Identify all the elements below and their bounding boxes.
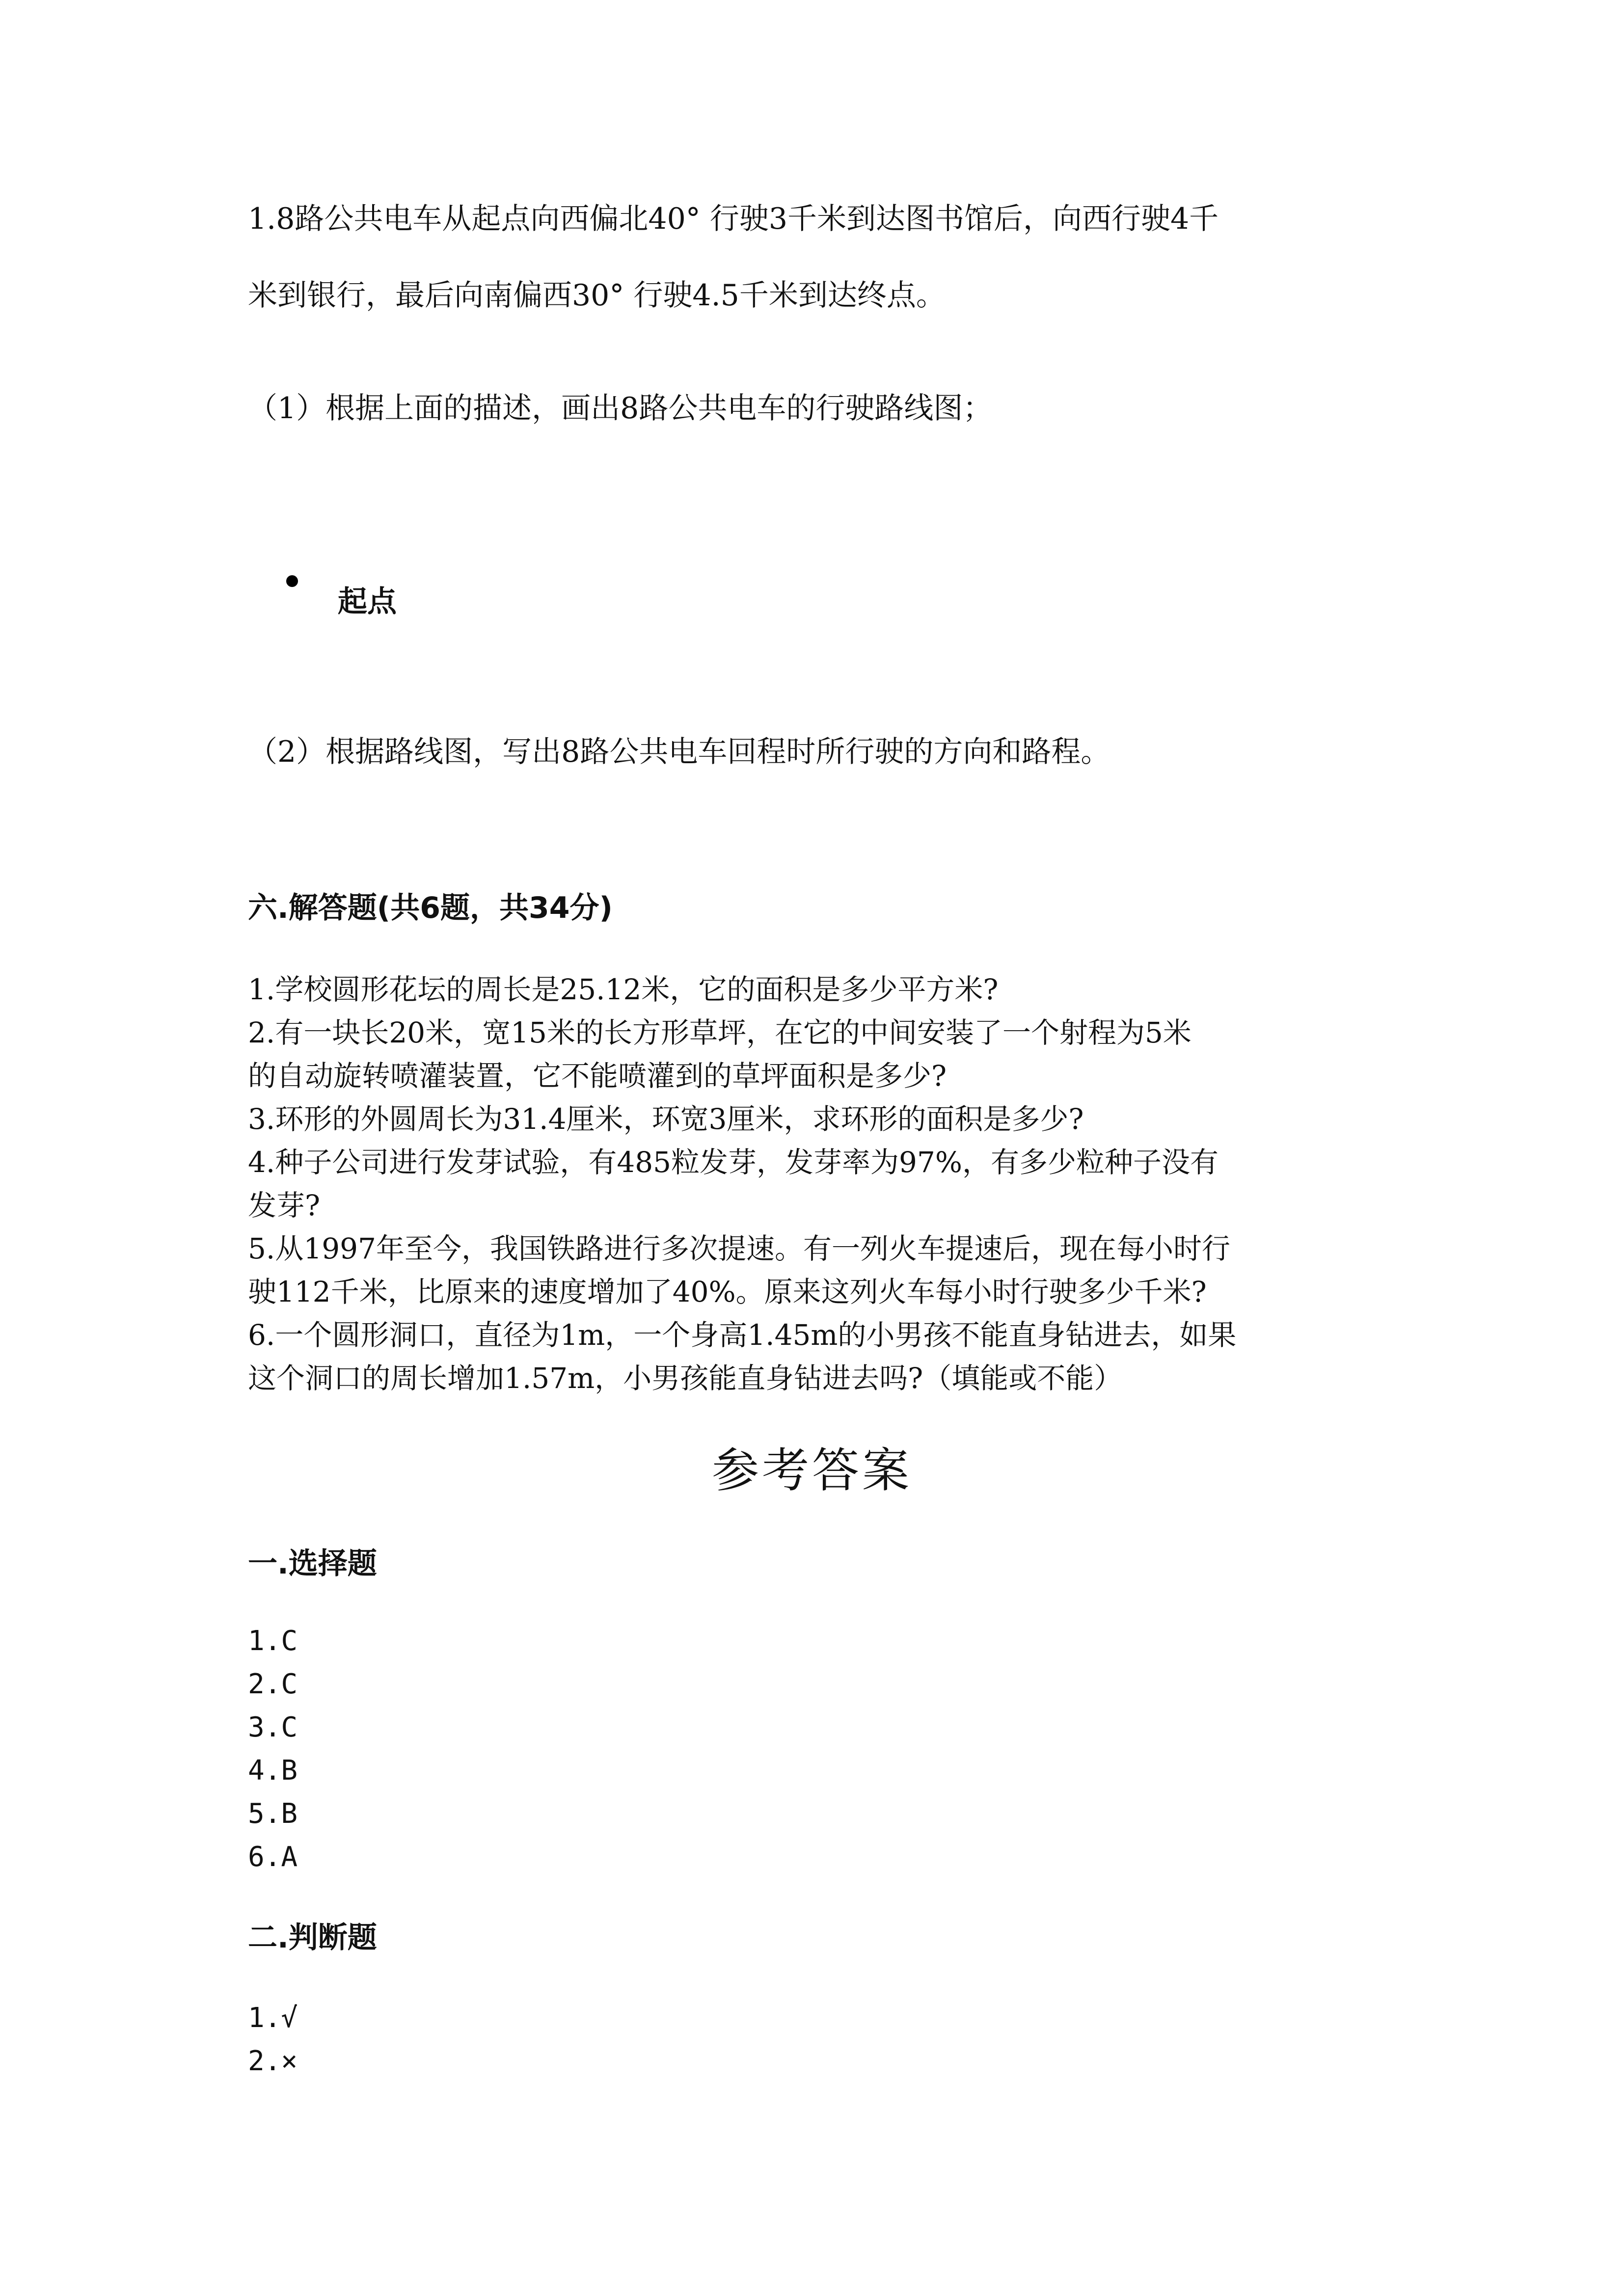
answer-item: 4.B: [248, 1755, 298, 1787]
section-6-line: 3.环形的外圆周长为31.4厘米，环宽3厘米，求环形的面积是多少?: [248, 1102, 1084, 1136]
answer-item: 3.C: [248, 1711, 298, 1743]
section-6-line: 1.学校圆形花坛的周长是25.12米，它的面积是多少平方米?: [248, 973, 999, 1006]
start-point-label: 起点: [338, 585, 397, 619]
section-6-line: 6.一个圆形洞口，直径为1m，一个身高1.45m的小男孩不能直身钻进去，如果: [248, 1318, 1237, 1352]
answer-item: 2.×: [248, 2045, 298, 2077]
answers-title: 参考答案: [712, 1443, 912, 1498]
question-2: （2）根据路线图，写出8路公共电车回程时所行驶的方向和路程。: [248, 735, 1110, 769]
answer-item: 6.A: [248, 1841, 298, 1873]
start-point-dot: [286, 575, 298, 587]
answers-section-2-heading: 二.判断题: [248, 1921, 377, 1955]
problem-text-line-1: 1.8路公共电车从起点向西偏北40° 行驶3千米到达图书馆后，向西行驶4千: [248, 202, 1219, 236]
section-6-line: 4.种子公司进行发芽试验，有485粒发芽，发芽率为97%，有多少粒种子没有: [248, 1146, 1218, 1179]
answer-item: 5.B: [248, 1798, 298, 1830]
question-1: （1）根据上面的描述，画出8路公共电车的行驶路线图；: [248, 391, 993, 426]
section-6-line: 驶112千米，比原来的速度增加了40%。原来这列火车每小时行驶多少千米?: [248, 1275, 1207, 1308]
problem-text-line-2: 米到银行，最后向南偏西30° 行驶4.5千米到达终点。: [248, 278, 946, 313]
section-6-line: 2.有一块长20米，宽15米的长方形草坪，在它的中间安装了一个射程为5米: [248, 1016, 1191, 1049]
answer-item: 2.C: [248, 1668, 298, 1700]
section-6-line: 这个洞口的周长增加1.57m，小男孩能直身钻进去吗?（填能或不能）: [248, 1362, 1123, 1395]
section-6-heading: 六.解答题(共6题，共34分): [248, 891, 613, 925]
section-6-line: 5.从1997年至今，我国铁路进行多次提速。有一列火车提速后，现在每小时行: [248, 1232, 1230, 1265]
section-6-line: 的自动旋转喷灌装置，它不能喷灌到的草坪面积是多少?: [248, 1059, 947, 1093]
answer-item: 1.C: [248, 1625, 298, 1657]
section-6-line: 发芽?: [248, 1189, 321, 1222]
answers-section-1-heading: 一.选择题: [248, 1547, 377, 1581]
answer-item: 1.√: [248, 2002, 298, 2034]
